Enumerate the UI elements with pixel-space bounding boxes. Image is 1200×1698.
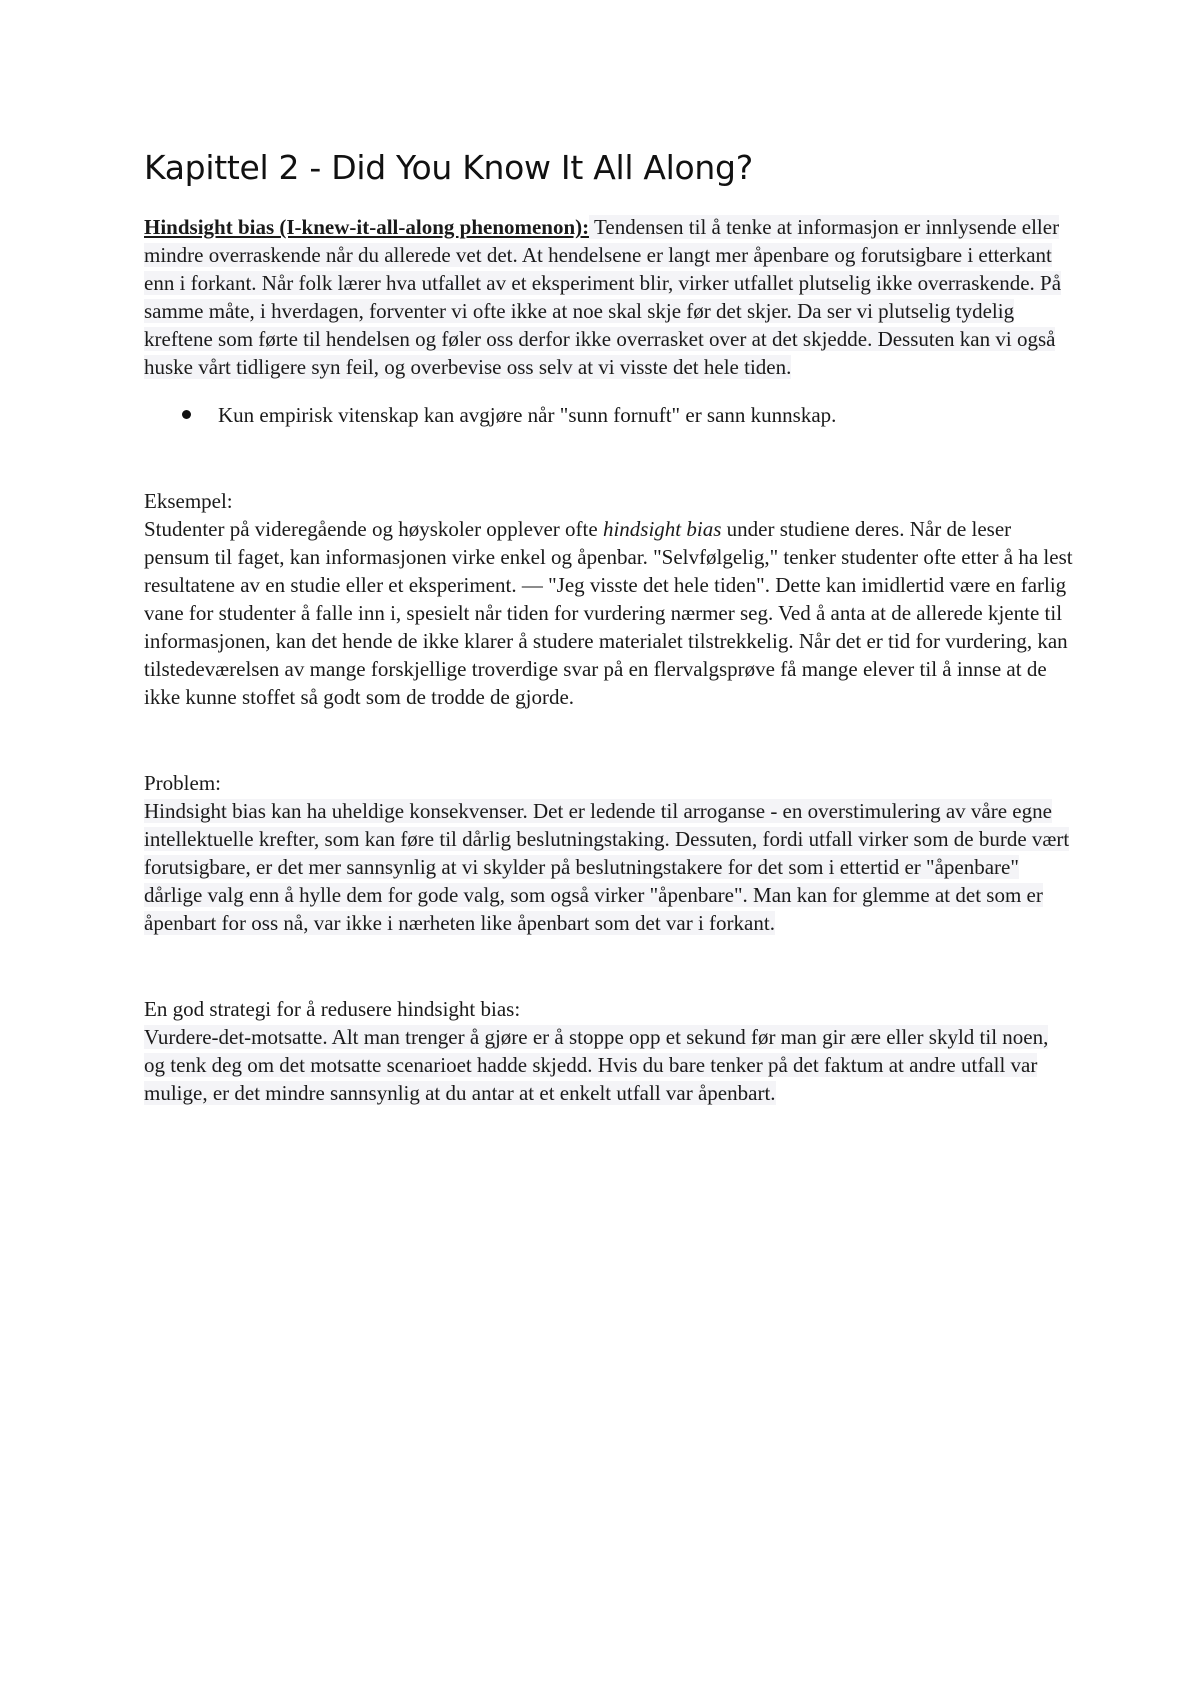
strategy-heading: En god strategi for å redusere hindsight bias: (144, 997, 521, 1021)
strategy-section (144, 995, 1074, 1107)
bullet-list (144, 401, 1074, 429)
problem-paragraph (144, 769, 1074, 937)
example-paragraph (144, 487, 1074, 711)
definition-paragraph (144, 213, 1074, 381)
example-text-before: Studenter på videregående og høyskoler opplever ofte (144, 517, 603, 541)
example-text-after: under studiene deres. Når de leser pensum til faget, kan informasjonen virke enkel og åpenbar. "Selvfølgelig," tenker studenter ofte etter å ha lest resultatene av en studie eller et eksperiment. — "Jeg visste det hele tiden". Dette kan imidlertid være en farlig vane for studenter å falle inn i, spesielt når tiden for vurdering nærmer seg. Ved å anta at de allerede kjente til informasjonen, kan det hende de ikke klarer å studere materialet tilstrekkelig. Når det er tid for vurdering, kan tilstedeværelsen av mange forskjellige troverdige svar på en flervalgsprøve få mange elever til å innse at de ikke kunne stoffet så godt som de trodde de gjorde. (144, 517, 1073, 709)
problem-section (144, 769, 1074, 937)
strategy-paragraph (144, 995, 1074, 1107)
bullet-text: Kun empirisk vitenskap kan avgjøre når "sunn fornuft" er sann kunnskap. (218, 403, 837, 427)
page-title: Kapittel 2 - Did You Know It All Along? (144, 148, 753, 187)
problem-text: Hindsight bias kan ha uheldige konsekvenser. Det er ledende til arroganse - en overstimulering av våre egne intellektuelle krefter, som kan føre til dårlig beslutningstaking. Dessuten, fordi utfall virker som de burde vært forutsigbare, er det mer sannsynlig at vi skylder på beslutningstakere for det som i ettertid er "åpenbare" dårlige valg enn å hylle dem for gode valg, som også virker "åpenbare". Man kan for glemme at det som er åpenbart for oss nå, var ikke i nærheten like åpenbart som det var i forkant. (144, 799, 1070, 935)
example-italic-term: hindsight bias (602, 517, 722, 541)
definition-term: Hindsight bias (I-knew-it-all-along phenomenon): (144, 215, 590, 239)
example-section (144, 487, 1074, 711)
list-item (182, 401, 1074, 429)
example-heading: Eksempel: (144, 489, 233, 513)
strategy-text: Vurdere-det-motsatte. Alt man trenger å gjøre er å stoppe opp et sekund før man gir ære eller skyld til noen, og tenk deg om det motsatte scenarioet hadde skjedd. Hvis du bare tenker på det faktum at andre utfall var mulige, er det mindre sannsynlig at du antar at et enkelt utfall var åpenbart. (144, 1025, 1049, 1105)
definition-text: Tendensen til å tenke at informasjon er innlysende eller mindre overraskende når du allerede vet det. At hendelsene er langt mer åpenbare og forutsigbare i etterkant enn i forkant. Når folk lærer hva utfallet av et eksperiment blir, virker utfallet plutselig ikke overraskende. På samme måte, i hverdagen, forventer vi ofte ikke at noe skal skje før det skjer. Da ser vi plutselig tydelig kreftene som førte til hendelsen og føler oss derfor ikke overrasket over at det skjedde. Dessuten kan vi også huske vårt tidligere syn feil, og overbevise oss selv at vi visste det hele tiden. (144, 215, 1062, 379)
bullet-icon (182, 410, 191, 419)
document-content (144, 148, 1074, 1107)
problem-heading: Problem: (144, 771, 221, 795)
